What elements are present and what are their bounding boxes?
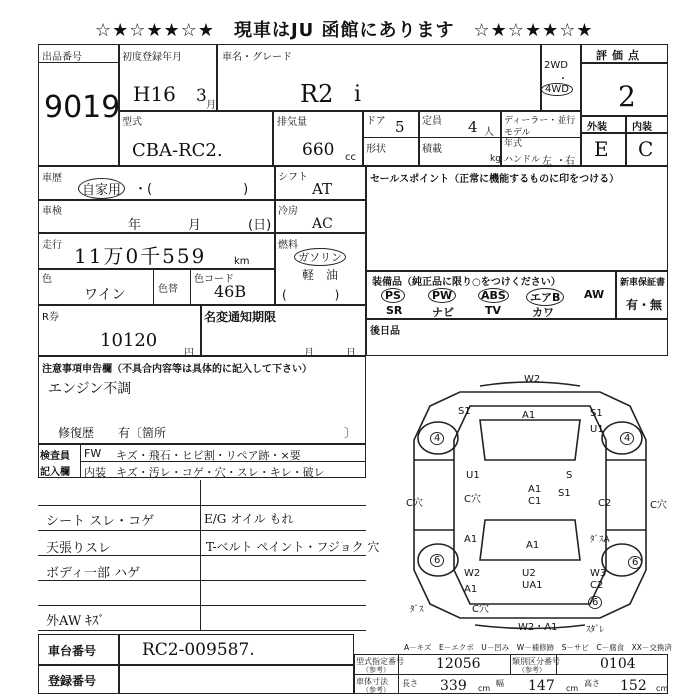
category-label: 類別区分番号 [512, 657, 560, 666]
fuel-gasoline: ガソリン [294, 248, 346, 266]
model-label: 型式 [122, 117, 142, 128]
equip-navi: ナビ [432, 306, 454, 319]
doors-value: 5 [395, 118, 405, 136]
category-value: 0104 [600, 656, 636, 672]
lot-label: 出品番号 [42, 52, 82, 63]
inspector-row2: キズ・汚レ・コゲ・穴・スレ・キレ・破レ [116, 466, 325, 479]
lot-number: 9019 [44, 90, 121, 125]
fuel-other: ( ) [282, 288, 340, 302]
height-label: 高さ [584, 679, 600, 688]
width-unit: cm [566, 684, 579, 693]
category-sub: （参考） [518, 666, 546, 674]
model-year-label1: モデル [504, 128, 531, 138]
equip-ps: PS [381, 288, 405, 303]
mark-dust-a-right: ﾀﾞｽA [590, 535, 610, 545]
int-label: 内装 [632, 122, 652, 133]
registration-label: 登録番号 [48, 674, 97, 688]
mark-s1-left: S1 [458, 406, 471, 417]
mark-6-left: 6 [430, 554, 444, 567]
mark-a1-hood: A1 [522, 410, 536, 421]
inspector-row1: キズ・飛石・ヒビ割・リペア跡・×要 [116, 449, 301, 462]
equip-sr: SR [386, 304, 403, 317]
width-label: 幅 [496, 679, 504, 688]
mark-s-side: S [566, 470, 573, 481]
int-grade: C [638, 137, 654, 161]
mark-6-rear: 6 [588, 596, 602, 609]
designation-label: 型式指定番号 [356, 657, 404, 666]
ext-label: 外装 [587, 122, 607, 133]
note-3: ボディ一部 ハゲ [46, 566, 141, 581]
color-change-label: 色替 [158, 284, 178, 295]
warranty-value: 有・無 [626, 298, 663, 312]
ext-grade: E [594, 137, 609, 161]
handle-left: 左 [542, 156, 552, 167]
mark-w3-right: W3 [590, 568, 607, 579]
note-2: 天張りスレ [46, 541, 112, 556]
mark-s1-side: S1 [558, 488, 571, 499]
history-label: 車歴 [42, 173, 62, 184]
history-value: 自家用 [78, 178, 125, 199]
width-value: 147 [528, 678, 555, 694]
mark-dust-bottom-left: ﾀﾞｽ [410, 605, 424, 615]
equip-leather: カワ [532, 306, 554, 319]
equip-tv: TV [485, 304, 502, 317]
height-value: 152 [620, 678, 647, 694]
mark-w2-a1-bottom: W2・A1 [518, 622, 558, 633]
notes-label: 後日品 [370, 326, 400, 337]
inspector-fw: FW [84, 447, 102, 460]
color-code-value: 46B [214, 282, 247, 301]
mark-c-hole-left: C穴 [464, 494, 481, 505]
inspection-month: 月 [188, 218, 202, 233]
handle-right: 右 [565, 156, 575, 167]
name-change-day: 日 [346, 348, 356, 359]
color-value: ワイン [84, 287, 126, 303]
equipment-label: 装備品（純正品に限り○をつけください） [372, 277, 561, 288]
note-5: T-ベルト ペイント・フジョク 穴 [206, 540, 380, 554]
color-code-label: 色コード [194, 274, 234, 285]
load-unit: kg [490, 154, 501, 164]
first-reg-year: H16 [133, 82, 176, 106]
mark-u1-left: U1 [466, 470, 480, 481]
sales-point-label: セールスポイント（正常に機能するものに印をつける） [370, 174, 620, 185]
note-1: シート スレ・コゲ [46, 514, 155, 529]
aircon-value: AC [312, 216, 333, 232]
displacement-label: 排気量 [277, 117, 307, 128]
mark-6-right: 6 [628, 556, 642, 569]
displacement-unit: cc [345, 152, 356, 163]
mark-s1-right: S1 [590, 408, 603, 419]
designation-sub: （参考） [362, 666, 390, 674]
mark-w2-left: W2 [464, 568, 481, 579]
length-label: 長さ [402, 679, 418, 688]
score-value: 2 [618, 80, 636, 113]
capacity-unit: 人 [484, 127, 494, 138]
length-value: 339 [440, 678, 467, 694]
mark-a1-roof: A1 [528, 484, 542, 495]
fuel-label: 燃料 [278, 240, 298, 251]
car-name-label: 車名・グレード [222, 52, 292, 63]
equip-pw: PW [428, 288, 456, 303]
height-unit: cm [656, 684, 669, 693]
mid-right-grid [366, 166, 668, 356]
designation-value: 12056 [436, 656, 481, 672]
note-4: E/G オイル もれ [204, 512, 294, 526]
mark-u1-right: U1 [590, 424, 604, 435]
color-label: 色 [42, 274, 52, 285]
chassis-label: 車台番号 [48, 644, 97, 658]
mark-c1-roof: C1 [528, 496, 542, 507]
mark-4-right: 4 [620, 432, 634, 445]
aircon-label: 冷房 [278, 206, 298, 217]
inspector-int: 内装 [84, 466, 106, 479]
declaration-line1: エンジン不調 [48, 381, 132, 397]
note-6: 外AW ｷｽﾞ [46, 614, 105, 629]
car-name: R2 [300, 80, 334, 108]
load-label: 積載 [422, 144, 442, 155]
capacity-label: 定員 [422, 116, 442, 127]
mark-dust-bottom-right: ｽﾀﾞﾚ [586, 625, 605, 635]
mileage-unit: km [234, 256, 250, 267]
recycle-value: 10120 [100, 330, 158, 351]
declaration-line2: 修復歴 有〔箇所 [58, 426, 167, 440]
mark-c-hole-lower: C穴 [472, 604, 489, 615]
declaration-line3: 〕 [344, 426, 357, 440]
car-grade: i [354, 82, 362, 107]
mark-a1-rear-left: A1 [464, 584, 478, 595]
displacement-value: 660 [302, 140, 335, 160]
inspection-label: 車検 [42, 206, 62, 217]
name-change-label: 名変通知期限 [204, 310, 277, 324]
declaration-label: 注意事項申告欄（不具合内容等は具体的に記入して下さい） [42, 364, 312, 375]
doors-label: ドア [366, 116, 386, 127]
entry-label: 記入欄 [40, 467, 70, 478]
mark-u2-rear: U2 [522, 568, 536, 579]
first-reg-month: 3 [196, 86, 207, 106]
damage-legend: A－キズ E－エクボ U－凹み W－補修跡 S－サビ C－腐食 XX－交換済 [404, 643, 672, 652]
equip-aw: AW [584, 288, 605, 301]
inspector-label: 検査員 [40, 451, 70, 462]
equip-airbag: エアB [526, 288, 564, 306]
mileage-label: 走行 [42, 240, 62, 251]
shift-label: シフト [278, 172, 308, 183]
dimensions-sub: （参考） [362, 686, 390, 694]
mark-c2-rear-right: C2 [590, 580, 604, 591]
warranty-label: 新車保証書 [620, 278, 666, 288]
fuel-diesel: 軽 油 [302, 268, 339, 282]
recycle-unit: 円 [184, 348, 194, 359]
history-other: ・( ) [134, 182, 249, 197]
length-unit: cm [478, 684, 491, 693]
model-value: CBA-RC2. [132, 140, 223, 161]
mark-4-left: 4 [430, 432, 444, 445]
inspection-day: (日) [248, 218, 272, 233]
handle-label: ハンドル [504, 155, 541, 165]
shape-label: 形状 [366, 144, 386, 155]
first-reg-month-unit: 月 [206, 100, 216, 111]
chassis-number: RC2-009587. [142, 640, 255, 660]
recycle-label: R券 [42, 312, 59, 323]
mark-c2-right: C2 [598, 498, 612, 509]
mark-c-hole-far-left: C穴 [406, 498, 423, 509]
model-year-label2: 年式 [504, 139, 523, 149]
mark-c-hole-right: C穴 [650, 500, 667, 511]
header-banner: ☆★☆★★☆★ 現車はJU 函館にあります ☆★☆★★☆★ [95, 20, 594, 41]
equip-abs: ABS [478, 288, 509, 303]
inspection-year: 年 [128, 218, 142, 233]
dealer-label: ディーラー・並行 [504, 116, 576, 126]
mark-a1-left-door: A1 [464, 534, 478, 545]
capacity-value: 4 [468, 118, 478, 136]
name-change-month: 月 [304, 348, 314, 359]
shift-value: AT [312, 180, 333, 198]
first-reg-label: 初度登録年月 [122, 52, 182, 63]
mark-ua1-rear: UA1 [522, 580, 543, 591]
dimensions-label: 車体寸法 [356, 677, 388, 686]
score-label: 評価点 [596, 49, 644, 62]
mileage-value: 11万0千559 [74, 244, 207, 268]
drive-4wd: 4WD [541, 83, 573, 96]
mark-roof-top: W2 [524, 374, 541, 385]
mark-a1-rear-glass: A1 [526, 540, 540, 551]
drive-2wd: 2WD [544, 60, 568, 71]
